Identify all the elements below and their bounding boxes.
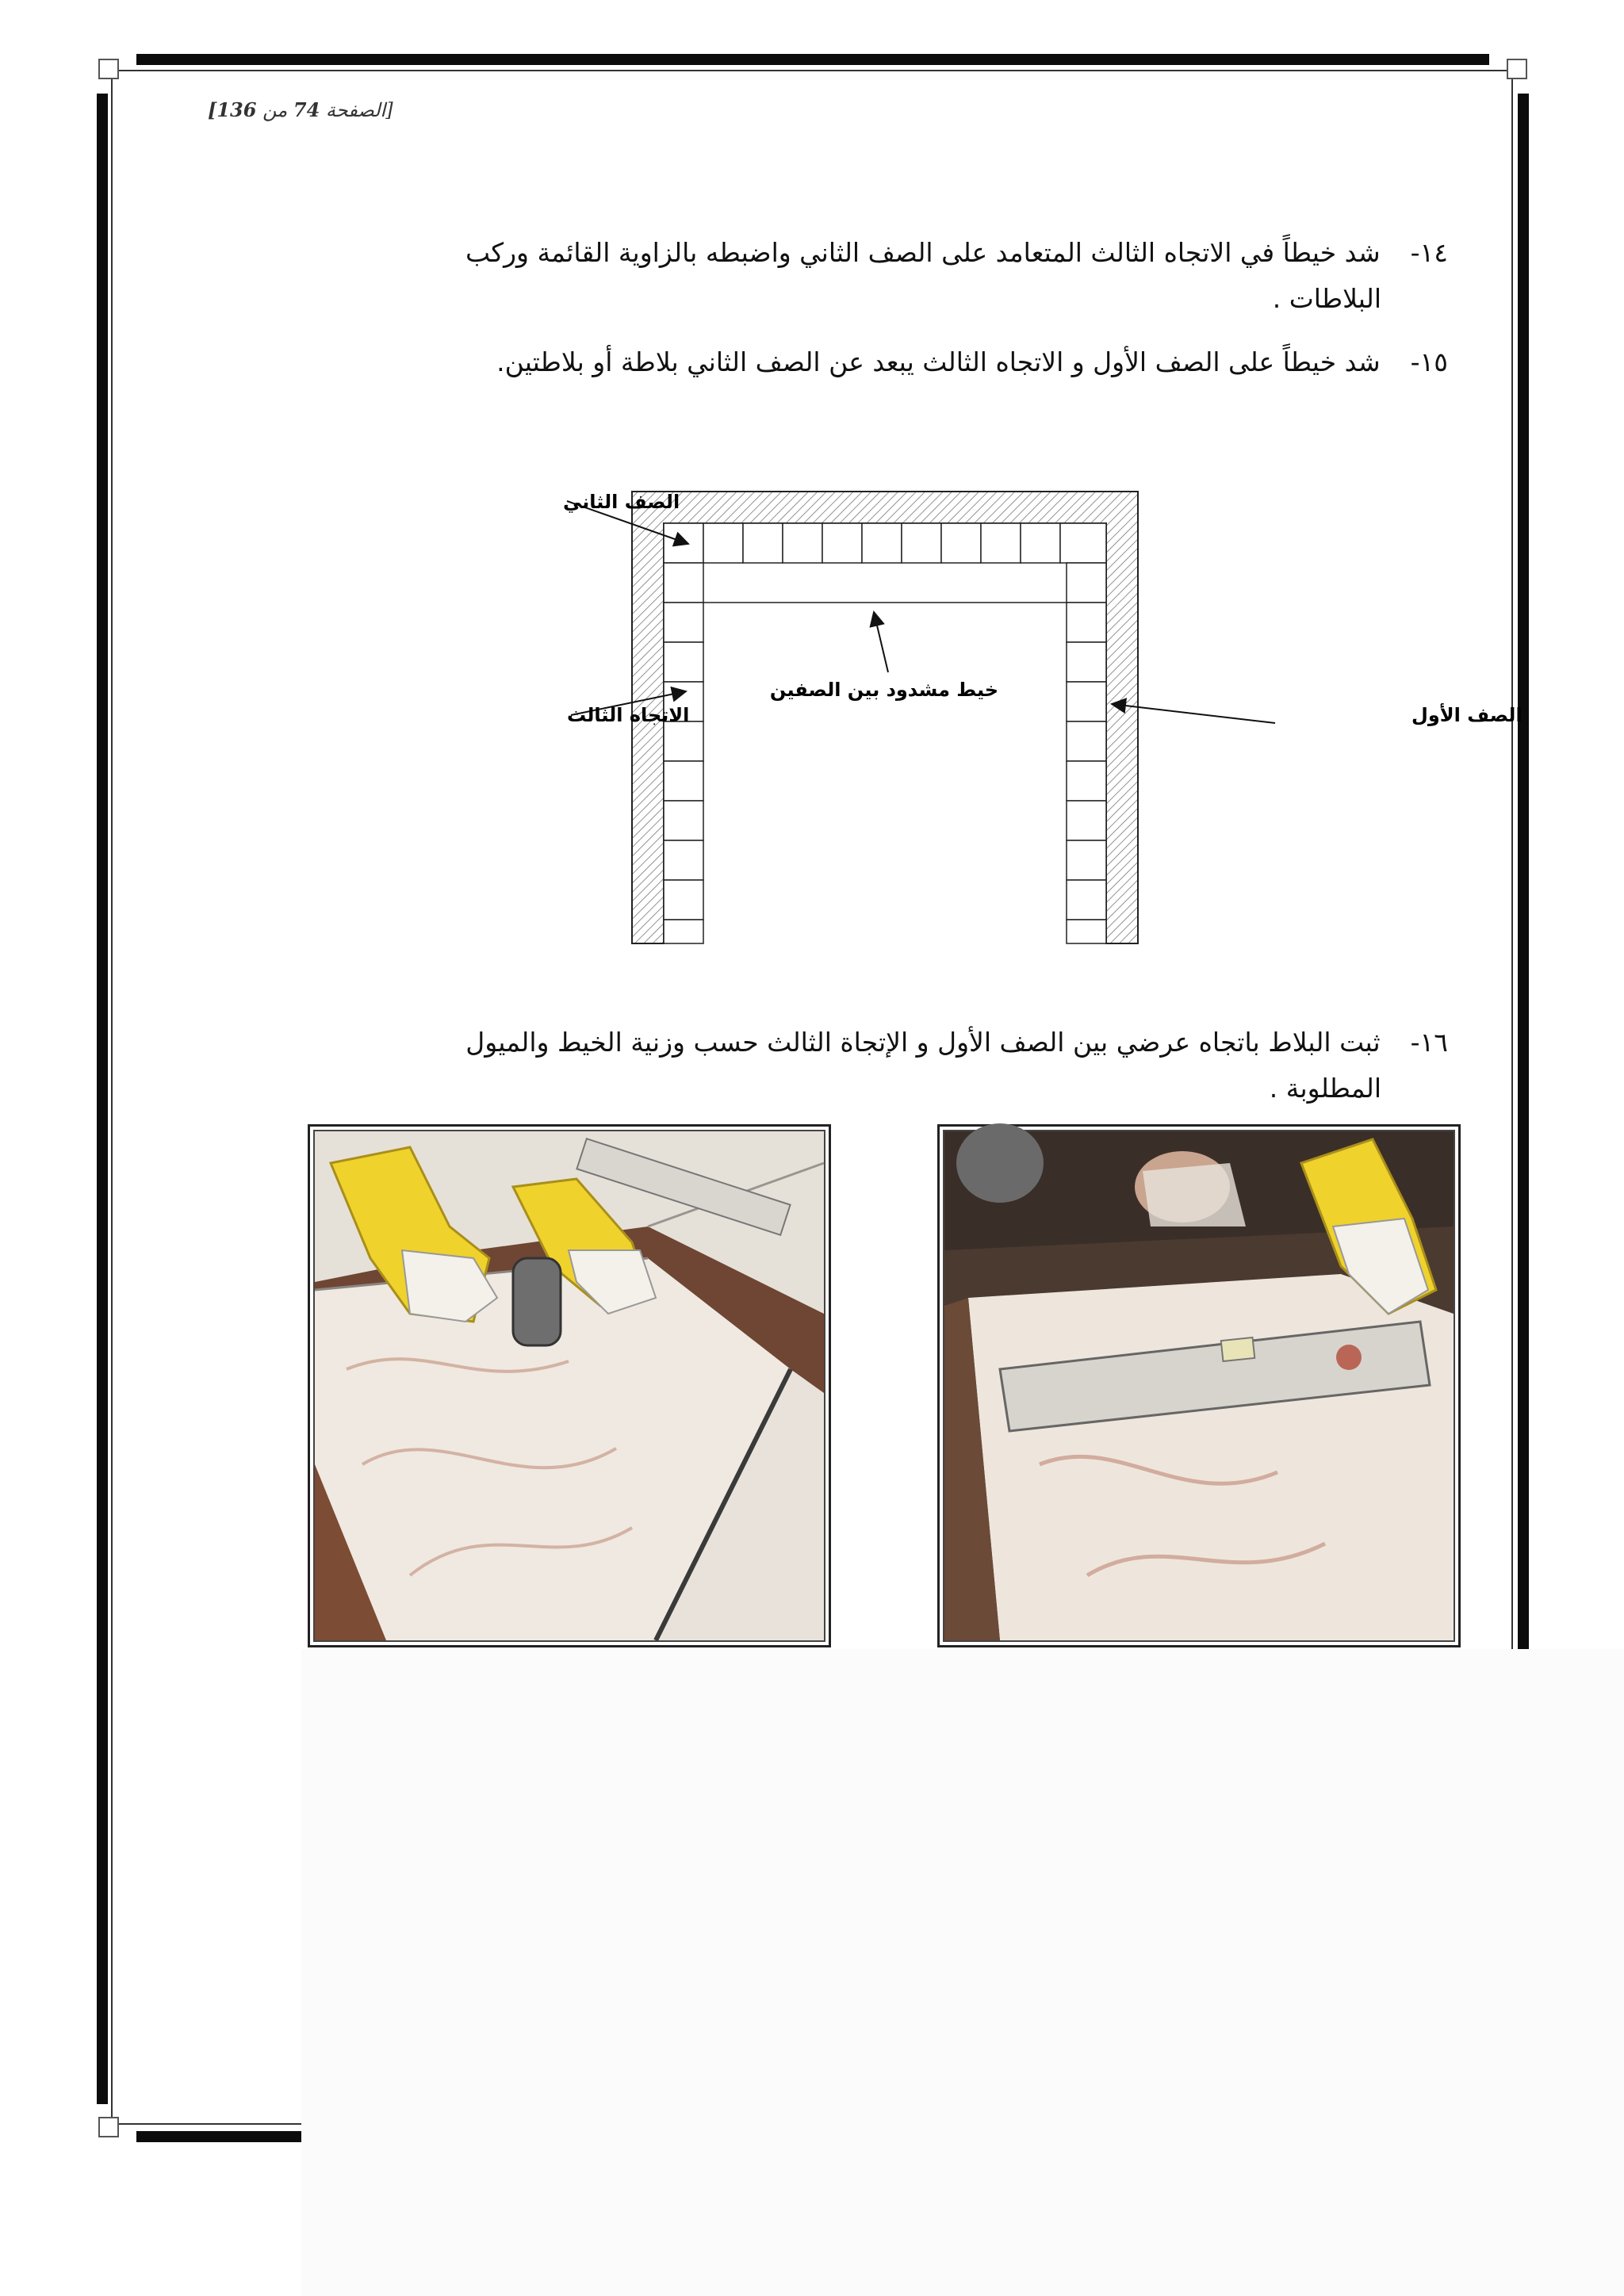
frame-corner-bl <box>98 2117 119 2137</box>
page-frame-left <box>97 94 108 2104</box>
step-number: ١٥- <box>1410 346 1448 377</box>
frame-corner-tl <box>98 59 119 79</box>
frame-corner-tr <box>1507 59 1527 79</box>
step-14 <box>211 230 1448 322</box>
third-direction-tiles <box>664 563 703 943</box>
first-row-tiles <box>1067 563 1106 943</box>
step-text: شد خيطاً في الاتجاه الثالث المتعامد على الصف الثاني واضبطه بالزاوية القائمة وركب <box>465 237 1381 268</box>
tile-layout-diagram <box>428 468 1522 959</box>
step-text-continued: البلاطات . <box>1272 283 1381 314</box>
photo-mallet-tapping <box>308 1124 831 1647</box>
scan-shade <box>301 1649 1624 2296</box>
label-string: خيط مشدود بين الصفين <box>769 679 999 701</box>
step-number: ١٦- <box>1410 1027 1448 1058</box>
step-text-continued: المطلوبة . <box>1269 1073 1381 1104</box>
of-label: من <box>262 99 288 121</box>
page-label: [الصفحة <box>325 99 393 121</box>
step-number: ١٤- <box>1410 237 1448 268</box>
label-third-direction: الاتجاه الثالث <box>567 704 690 726</box>
step-16 <box>211 1020 1448 1112</box>
label-first-row: الصف الأول <box>1411 704 1522 726</box>
mallet-icon <box>513 1258 561 1345</box>
photo-mallet-image <box>315 1131 824 1640</box>
photo-level-image <box>944 1131 1454 1640</box>
photo-spirit-level <box>937 1124 1461 1647</box>
second-row-tiles <box>664 523 1106 563</box>
step-15 <box>211 339 1448 385</box>
total-pages: 136] <box>208 98 257 121</box>
label-second-row: الصف الثاني <box>563 491 680 513</box>
diagram-svg <box>428 468 1522 959</box>
step-text: شد خيطاً على الصف الأول و الاتجاه الثالث يبعد عن الصف الثاني بلاطة أو بلاطتين. <box>496 346 1381 377</box>
current-page: 74 <box>293 98 320 121</box>
page-number <box>208 98 393 121</box>
page-frame-top <box>136 54 1489 65</box>
step-text: ثبت البلاط باتجاه عرضي بين الصف الأول و الإتجاة الثالث حسب وزنية الخيط والميول <box>465 1027 1381 1058</box>
arrow-string <box>874 612 888 672</box>
